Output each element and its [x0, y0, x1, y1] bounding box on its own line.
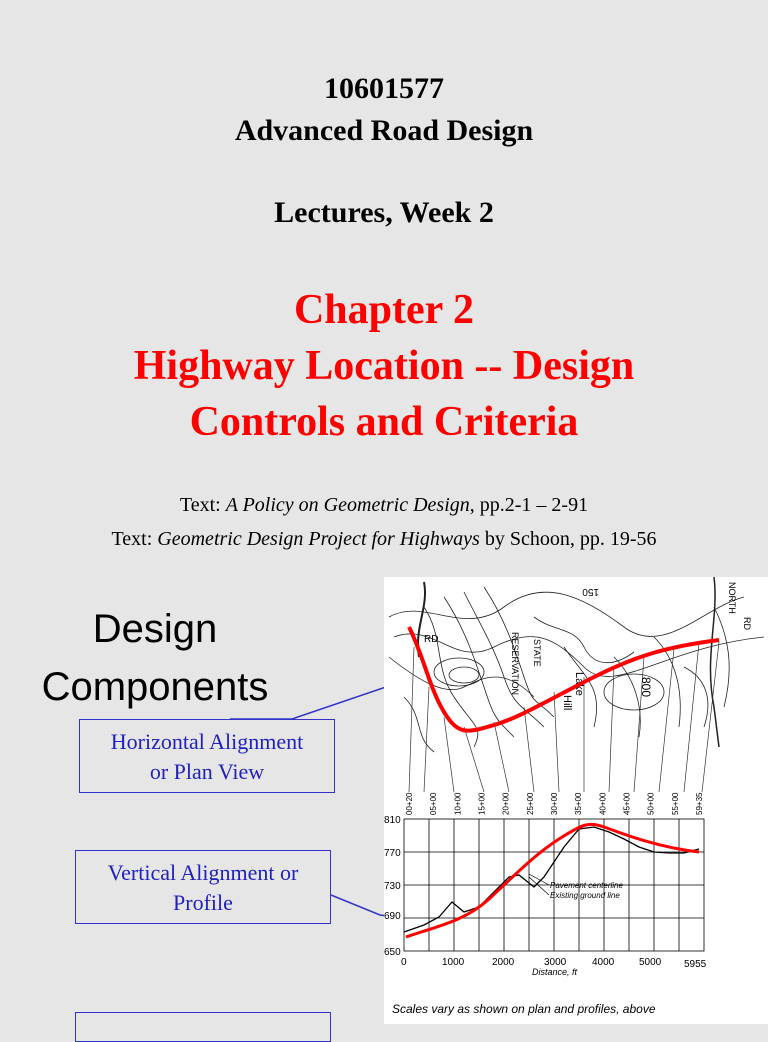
- callout-1-line2: or Plan View: [149, 759, 265, 784]
- station-label: 25+00: [525, 792, 535, 815]
- station-label: 15+00: [477, 792, 487, 815]
- reference-2-book: Geometric Design Project for Highways: [157, 528, 480, 550]
- station-label: 50+00: [646, 792, 656, 815]
- course-number: 10601577: [324, 72, 444, 105]
- map-label-reservation: RESERVATION: [510, 632, 520, 696]
- plan-alignment-line: [409, 627, 719, 731]
- map-label-rd: RD: [424, 634, 439, 645]
- dist-1000: 1000: [442, 957, 465, 968]
- chapter-title-line2: Highway Location -- Design: [133, 343, 635, 389]
- station-label: 05+00: [429, 792, 439, 815]
- callout-2-line1: Vertical Alignment or: [107, 860, 299, 885]
- map-label-state: STATE: [532, 639, 542, 667]
- map-label-rd2: RD: [742, 617, 752, 630]
- map-label-150: 150: [582, 586, 599, 597]
- elev-690: 690: [384, 911, 401, 922]
- elev-810: 810: [384, 815, 401, 826]
- elev-650: 650: [384, 947, 401, 958]
- station-label: 55+00: [670, 792, 680, 815]
- course-title: Advanced Road Design: [234, 114, 534, 147]
- reference-1-book: A Policy on Geometric Design: [225, 494, 470, 516]
- station-label: 20+00: [501, 792, 511, 815]
- dist-2000: 2000: [492, 957, 515, 968]
- map-label-north: NORTH: [727, 582, 737, 614]
- map-label-800: 800: [639, 677, 653, 698]
- elev-770: 770: [384, 848, 401, 859]
- dist-0: 0: [401, 957, 407, 968]
- map-label-lake: Lake: [573, 672, 585, 696]
- station-labels: [405, 792, 704, 815]
- design-heading-line2: Components: [41, 665, 269, 709]
- figure-svg: [384, 577, 768, 1024]
- station-label: 35+00: [574, 792, 584, 815]
- map-label-hill: Hill: [561, 695, 573, 711]
- reference-2-suffix: by Schoon, pp. 19-56: [479, 528, 657, 550]
- dist-5000: 5000: [639, 957, 662, 968]
- station-label: 59+35: [695, 792, 704, 815]
- chapter-title-line3: Controls and Criteria: [189, 399, 579, 445]
- design-heading-line1: Design: [92, 607, 218, 651]
- dist-5955: 5955: [684, 959, 707, 970]
- annotation-pavement: Pavement centerline: [550, 881, 623, 890]
- alignment-figure: [384, 577, 768, 1024]
- callout-2-line2: Profile: [173, 890, 233, 915]
- dist-4000: 4000: [592, 957, 615, 968]
- lecture-week: Lectures, Week 2: [274, 196, 494, 229]
- station-label: 00+20: [405, 792, 414, 815]
- distance-axis-label: Distance, ft: [532, 967, 578, 977]
- station-label: 40+00: [598, 792, 608, 815]
- callout-1-line1: Horizontal Alignment: [110, 729, 304, 754]
- dist-3000: 3000: [544, 957, 567, 968]
- station-label: 30+00: [550, 792, 559, 815]
- annotation-ground: Existing ground line: [550, 891, 620, 900]
- figure-caption: Scales vary as shown on plan and profiles, above: [392, 1002, 656, 1016]
- reference-1-prefix: Text:: [179, 494, 226, 516]
- projection-lines: [409, 642, 719, 792]
- elev-730: 730: [384, 881, 401, 892]
- chapter-title-line1: Chapter 2: [293, 287, 475, 333]
- reference-2-prefix: Text:: [111, 528, 158, 550]
- station-label: 10+00: [453, 792, 463, 815]
- station-label: 45+00: [622, 792, 632, 815]
- reference-1-suffix: , pp.2-1 – 2-91: [469, 494, 589, 516]
